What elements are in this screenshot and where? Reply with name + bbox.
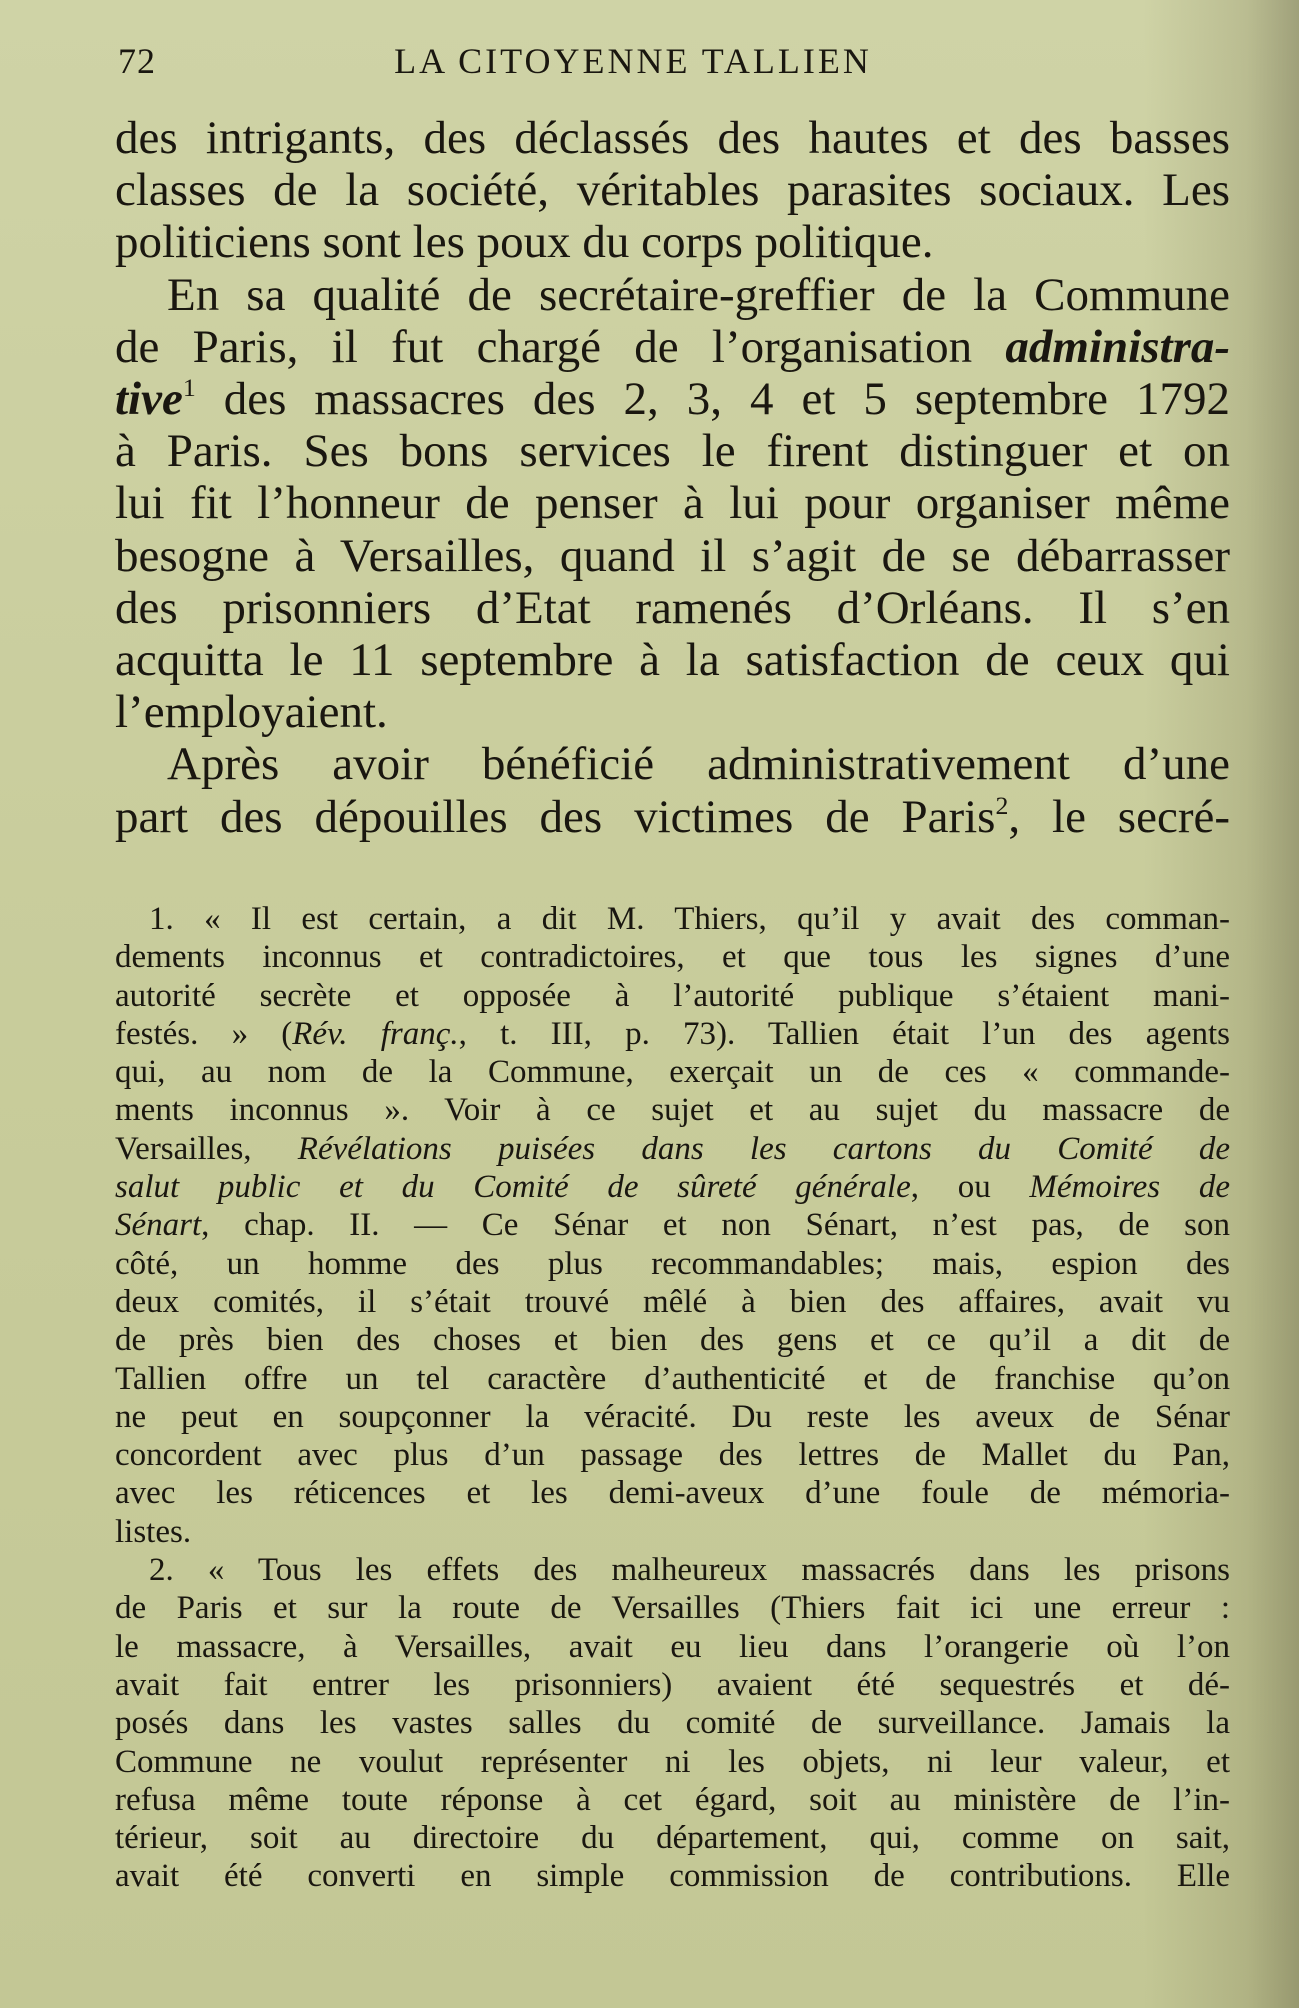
- footnote-line: dements inconnus et contradictoires, et que tous les signes d’une: [115, 939, 1230, 976]
- text-span: , ou: [910, 1169, 1030, 1206]
- running-title: LA CITOYENNE TALLIEN: [394, 41, 872, 81]
- text-line: lui fit l’honneur de penser à lui pour organiser même: [115, 477, 1230, 530]
- text-line: [115, 373, 1230, 425]
- text-span: , le secré-: [1008, 790, 1230, 843]
- text-line: l’employaient.: [115, 686, 388, 739]
- text-line: besogne à Versailles, quand il s’agit de se débarrasser: [115, 529, 1230, 582]
- text-span: Versailles,: [115, 1130, 298, 1167]
- text-line: des intrigants, des déclassés des hautes et des basses: [115, 112, 1230, 164]
- footnote-line: autorité secrète et opposée à l’autorité publique s’étaient mani-: [115, 977, 1230, 1014]
- text-span: part des dépouilles des victimes de Paris: [115, 790, 996, 843]
- footnote-line: Commune ne voulut représenter ni les objets, ni leur valeur, et: [115, 1743, 1230, 1780]
- text-span: des massacres des 2, 3, 4 et 5 septembre 1792: [223, 373, 1230, 426]
- text-line: [115, 321, 1230, 373]
- footnote-line: côté, un homme des plus recommandables; mais, espion des: [115, 1245, 1230, 1282]
- italic-text: Mémoires de: [1029, 1169, 1230, 1206]
- italic-text: salut public et du Comité de sûreté générale: [115, 1169, 911, 1206]
- footnote-1: [115, 900, 1230, 1551]
- main-text: [115, 112, 1230, 843]
- footnote-2: [115, 1551, 1230, 1896]
- footnote-line: ne peut en soupçonner la véracité. Du reste les aveux de Sénar: [115, 1398, 1230, 1435]
- footnote-line: térieur, soit au directoire du département, qui, comme on sait,: [115, 1820, 1230, 1857]
- footnote-line: 1. « Il est certain, a dit M. Thiers, qu’il y avait des comman-: [149, 901, 1230, 937]
- footnote-line: listes.: [115, 1513, 192, 1550]
- footnote-line: concordent avec plus d’un passage des lettres de Mallet du Pan,: [115, 1437, 1230, 1474]
- footnote-line: refusa même toute réponse à cet égard, soit au ministère de l’in-: [115, 1781, 1230, 1818]
- footnote-line: deux comités, il s’était trouvé mêlé à bien des affaires, avait vu: [115, 1283, 1230, 1320]
- footnote-line: Tallien offre un tel caractère d’authenticité et de franchise qu’on: [115, 1360, 1230, 1397]
- footnote-line: le massacre, à Versailles, avait eu lieu dans l’orangerie où l’on: [115, 1628, 1230, 1665]
- footnotes: [115, 900, 1230, 1896]
- text-line: [115, 791, 1230, 843]
- page-number: 72: [118, 41, 156, 81]
- text-line: Après avoir bénéficié administrativement d’une: [167, 738, 1230, 791]
- footnote-line: avait été converti en simple commission de contributions. Elle: [115, 1858, 1230, 1895]
- footnote-ref-2[interactable]: 2: [995, 790, 1009, 820]
- paragraph-3: [115, 738, 1230, 842]
- text-line: à Paris. Ses bons services le firent distinguer et on: [115, 425, 1230, 478]
- paragraph-2: [115, 269, 1230, 739]
- emphasis-text: tive: [115, 373, 183, 426]
- text-line: classes de la société, véritables parasites sociaux. Les: [115, 164, 1230, 217]
- text-span: festés. » (: [115, 1015, 293, 1052]
- text-line: En sa qualité de secrétaire-greffier de la Commune: [167, 268, 1230, 321]
- footnote-line: [115, 1130, 1230, 1168]
- footnote-line: ments inconnus ». Voir à ce sujet et au sujet du massacre de: [115, 1092, 1230, 1129]
- footnote-line: qui, au nom de la Commune, exerçait un de ces « commande-: [115, 1054, 1230, 1091]
- footnote-line: [115, 1015, 1230, 1053]
- footnote-line: de près bien des choses et bien des gens et ce qu’il a dit de: [115, 1322, 1230, 1359]
- text-span: , t. III, p. 73). Tallien était l’un des agents: [458, 1015, 1230, 1052]
- footnote-line: avec les réticences et les demi-aveux d’une foule de mémoria-: [115, 1475, 1230, 1512]
- footnote-line: [115, 1168, 1230, 1206]
- text-line: des prisonniers d’Etat ramenés d’Orléans. Il s’en: [115, 581, 1230, 634]
- italic-text: Sénart: [115, 1207, 202, 1244]
- paragraph-1: [115, 112, 1230, 269]
- italic-text: Révélations puisées dans les cartons du Comité de: [297, 1130, 1230, 1167]
- text-line: acquitta le 11 septembre à la satisfaction de ceux qui: [115, 634, 1230, 687]
- footnote-line: [115, 1206, 1230, 1244]
- footnote-line: posés dans les vastes salles du comité de surveillance. Jamais la: [115, 1705, 1230, 1742]
- text-line: politiciens sont les poux du corps politique.: [115, 216, 934, 269]
- footnote-line: 2. « Tous les effets des malheureux massacrés dans les prisons: [149, 1552, 1230, 1589]
- italic-text: Rév. franç.: [292, 1015, 459, 1052]
- page-header: [118, 40, 1228, 90]
- text-span: de Paris, il fut chargé de l’organisation: [115, 320, 973, 373]
- footnote-ref-1[interactable]: 1: [182, 372, 196, 402]
- emphasis-text: administra-: [1005, 320, 1231, 373]
- text-span: , chap. II. — Ce Sénar et non Sénart, n’est pas, de son: [201, 1207, 1230, 1244]
- footnote-line: de Paris et sur la route de Versailles (Thiers fait ici une erreur :: [115, 1590, 1230, 1627]
- footnote-line: avait fait entrer les prisonniers) avaient été sequestrés et dé-: [115, 1666, 1230, 1703]
